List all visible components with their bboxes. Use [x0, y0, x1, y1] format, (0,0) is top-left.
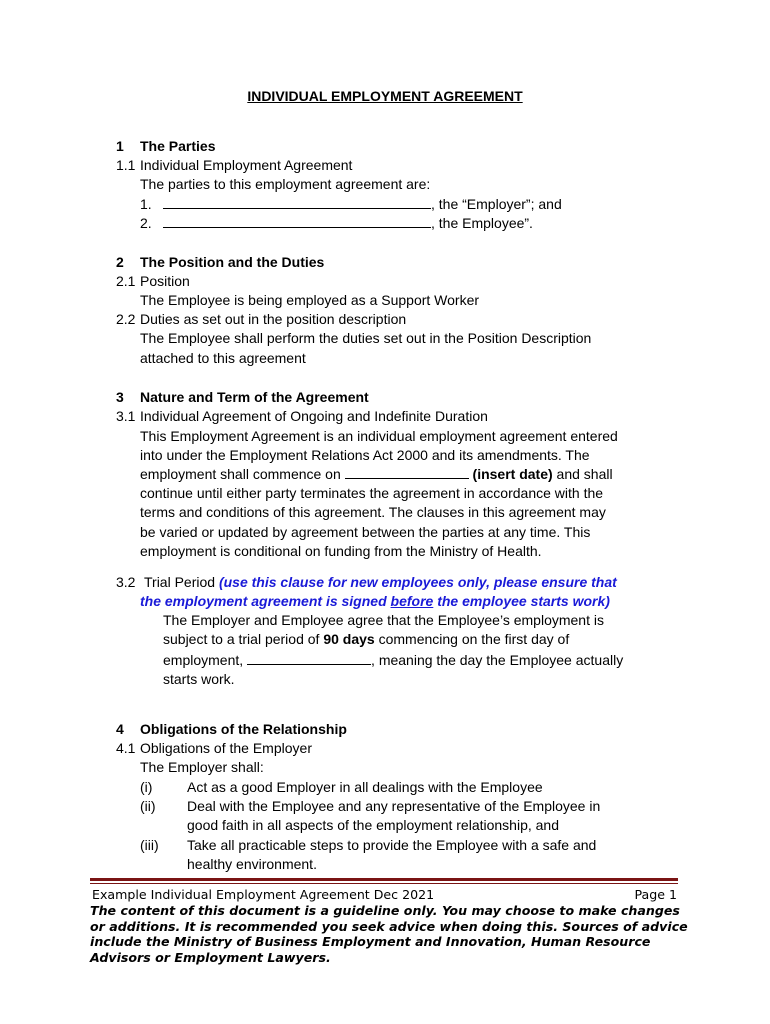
trial-line-3 [163, 651, 623, 670]
commence-text-end: and shall [552, 466, 613, 482]
trial-line-2c: commencing on the first day of [374, 631, 570, 647]
list-item-text-continued: healthy environment. [187, 856, 317, 872]
trial-line-3a: employment, [163, 652, 244, 668]
section-3-heading: Nature and Term of the Agreement [140, 389, 369, 405]
list-item-number: (iii) [140, 837, 159, 853]
clause-2-2-title: Duties as set out in the position description [140, 311, 407, 327]
clause-3-1-line-6: be varied or updated by agreement between the parties at any time. This [140, 524, 591, 540]
clause-3-1-line-1: This Employment Agreement is an individual employment agreement entered [140, 428, 618, 444]
list-item-number: (i) [140, 779, 153, 795]
clause-3-1-line-5: terms and conditions of this agreement. The clauses in this agreement may [140, 504, 606, 520]
clause-2-2-number: 2.2 [116, 311, 136, 327]
party-2-number: 2. [140, 215, 152, 231]
commence-text: employment shall commence on [140, 466, 341, 482]
trial-days: 90 days [323, 631, 375, 647]
section-4-number: 4 [116, 721, 124, 737]
trial-period-note-line-2 [140, 592, 610, 611]
clause-2-2-text-line-2: attached to this agreement [140, 350, 306, 366]
start-date-blank[interactable] [345, 465, 469, 479]
section-2-number: 2 [116, 254, 124, 270]
trial-line-2a: subject to a trial period of [163, 631, 320, 647]
employer-intro: The Employer shall: [140, 759, 264, 775]
party-2-line [163, 214, 533, 233]
document-title: INDIVIDUAL EMPLOYMENT AGREEMENT [247, 88, 523, 104]
section-1-number: 1 [116, 138, 124, 154]
footer-divider-thin [90, 883, 678, 884]
list-item-text: Deal with the Employee and any representative of the Employee in [187, 798, 601, 814]
clause-2-1-text: The Employee is being employed as a Support Worker [140, 292, 480, 308]
list-item-text: Take all practicable steps to provide the Employee with a safe and [187, 837, 597, 853]
trial-note-part-a: the employment agreement is signed [140, 593, 387, 609]
insert-date-note: (insert date) [472, 466, 553, 482]
clause-4-1-title: Obligations of the Employer [140, 740, 312, 756]
employer-name-blank[interactable] [163, 195, 431, 209]
trial-line-2 [163, 630, 569, 649]
clause-3-2-number: 3.2 [116, 574, 136, 590]
trial-note-part-c: the employee starts work) [437, 593, 610, 609]
trial-line-4: starts work. [163, 671, 235, 687]
clause-3-1-line-2: into under the Employment Relations Act 2000 and its amendments. The [140, 447, 590, 463]
clause-2-1-title: Position [140, 273, 190, 289]
clause-2-1-number: 2.1 [116, 273, 136, 289]
list-item-number: (ii) [140, 798, 156, 814]
clause-3-1-title: Individual Agreement of Ongoing and Indefinite Duration [140, 408, 488, 424]
section-3-number: 3 [116, 389, 124, 405]
clause-1-1-number: 1.1 [116, 157, 136, 173]
clause-3-1-number: 3.1 [116, 408, 136, 424]
party-1-number: 1. [140, 196, 152, 212]
clause-4-1-number: 4.1 [116, 740, 136, 756]
section-2-heading: The Position and the Duties [140, 254, 325, 270]
trial-period-note-line-1: (use this clause for new employees only, please ensure that [218, 574, 617, 590]
clause-3-1-line-4: continue until either party terminates the agreement in accordance with the [140, 485, 604, 501]
clause-3-1-line-7: employment is conditional on funding from the Ministry of Health. [140, 543, 542, 559]
footer-page-number: Page 1 [634, 887, 677, 902]
trial-line-1: The Employer and Employee agree that the Employee’s employment is [163, 612, 604, 628]
clause-3-1-line-3 [140, 465, 613, 484]
footer-document-name: Example Individual Employment Agreement Dec 2021 [92, 887, 435, 902]
clause-3-2-title: Trial Period [144, 574, 216, 590]
trial-start-blank[interactable] [247, 651, 371, 665]
trial-note-before: before [390, 593, 434, 609]
list-item-text-continued: good faith in all aspects of the employment relationship, and [187, 817, 560, 833]
trial-line-3b: , meaning the day the Employee actually [371, 652, 624, 668]
clause-1-1-title: Individual Employment Agreement [140, 157, 353, 173]
section-4-heading: Obligations of the Relationship [140, 721, 347, 737]
parties-intro: The parties to this employment agreement are: [140, 176, 431, 192]
footer-disclaimer: The content of this document is a guideline only. You may choose to make changes or additions. It is recommended you seek advice when doing this. Sources of advice include the Ministry of Business Employment and Innovation, Human Resource Advisors or Employment Lawyers. [90, 903, 688, 965]
party-2-label: , the Employee”. [431, 215, 533, 231]
list-item-text: Act as a good Employer in all dealings with the Employee [187, 779, 543, 795]
clause-2-2-text-line-1: The Employee shall perform the duties set out in the Position Description [140, 330, 592, 346]
party-1-label: , the “Employer”; and [431, 196, 562, 212]
employee-name-blank[interactable] [163, 214, 431, 228]
footer-divider-thick [90, 878, 678, 881]
section-1-heading: The Parties [140, 138, 216, 154]
clause-3-2-heading-line [144, 573, 617, 592]
party-1-line [163, 195, 562, 214]
